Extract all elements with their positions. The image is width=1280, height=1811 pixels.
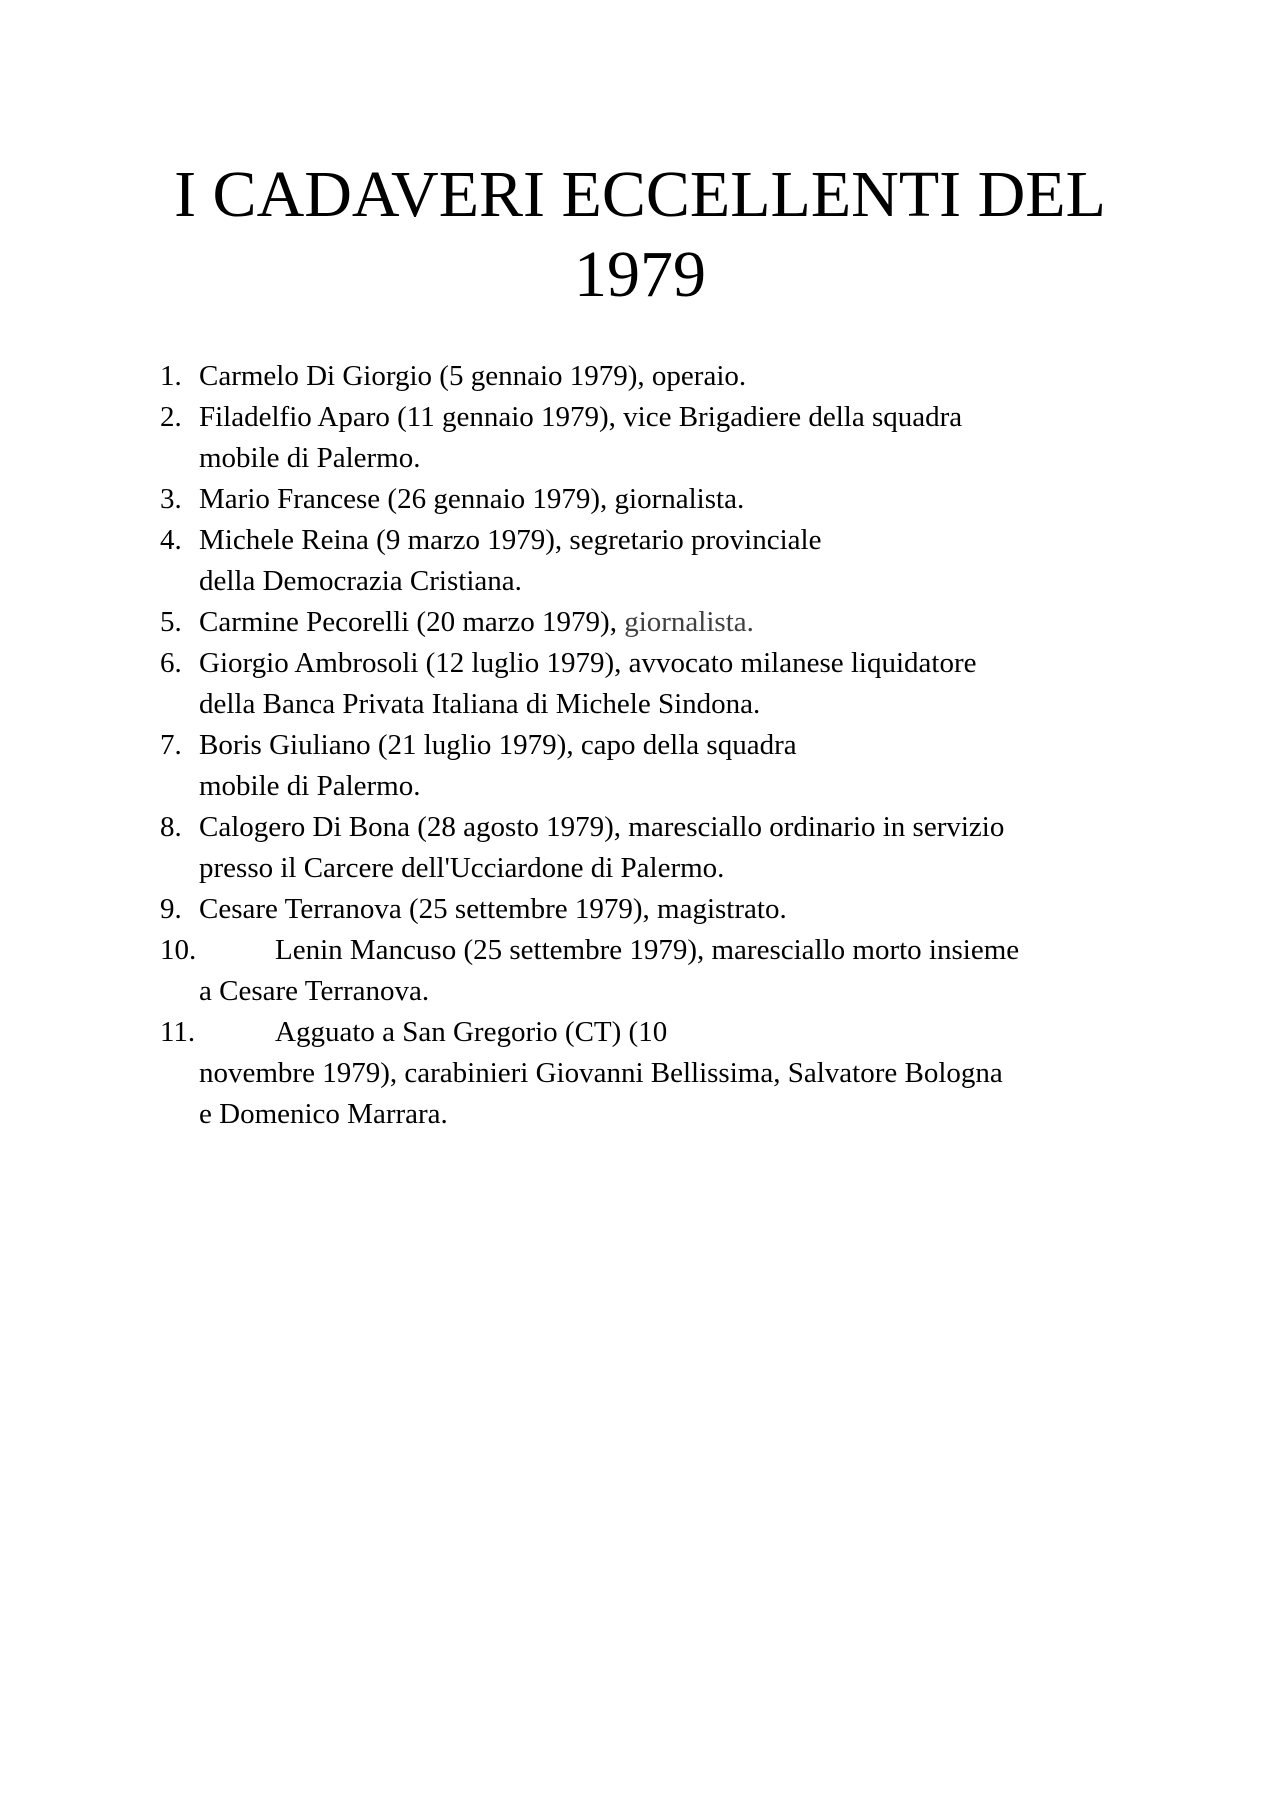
item-line [199, 602, 1160, 643]
document-title [140, 155, 1140, 315]
item-number: 6. [160, 647, 182, 679]
victims-list [160, 356, 1160, 1135]
item-line: Lenin Mancuso (25 settembre 1979), maresciallo morto insieme [275, 934, 1020, 966]
item-line: Mario Francese (26 gennaio 1979), giornalista. [199, 483, 745, 515]
list-item [160, 1012, 1160, 1135]
item-line: Cesare Terranova (25 settembre 1979), magistrato. [199, 893, 787, 925]
item-line: della Democrazia Cristiana. [199, 565, 522, 597]
item-line-grey: giornalista. [624, 606, 754, 638]
item-number: 10. [160, 934, 197, 966]
item-line: Calogero Di Bona (28 agosto 1979), maresciallo ordinario in servizio [199, 811, 1005, 843]
list-item [160, 479, 1160, 520]
item-line: presso il Carcere dell'Ucciardone di Palermo. [199, 852, 725, 884]
list-item [160, 520, 1160, 602]
item-number: 9. [160, 893, 182, 925]
list-item [160, 807, 1160, 889]
title-line-2: 1979 [574, 238, 706, 311]
list-item [160, 643, 1160, 725]
list-item [160, 930, 1160, 1012]
item-line: e Domenico Marrara. [199, 1098, 448, 1130]
item-line: mobile di Palermo. [199, 442, 421, 474]
item-line: Boris Giuliano (21 luglio 1979), capo della squadra [199, 729, 797, 761]
item-number: 8. [160, 811, 182, 843]
list-item [160, 397, 1160, 479]
title-line-1: I CADAVERI ECCELLENTI DEL [174, 158, 1106, 231]
list-item [160, 725, 1160, 807]
item-line: della Banca Privata Italiana di Michele Sindona. [199, 688, 761, 720]
item-number: 1. [160, 360, 182, 392]
list-item [160, 602, 1160, 643]
item-number: 2. [160, 401, 182, 433]
item-line: Filadelfio Aparo (11 gennaio 1979), vice Brigadiere della squadra [199, 401, 963, 433]
item-number: 7. [160, 729, 182, 761]
list-item [160, 889, 1160, 930]
item-number: 4. [160, 524, 182, 556]
item-number: 3. [160, 483, 182, 515]
item-line: Agguato a San Gregorio (CT) (10 [275, 1016, 668, 1048]
item-line: a Cesare Terranova. [199, 975, 430, 1007]
item-line: Giorgio Ambrosoli (12 luglio 1979), avvocato milanese liquidatore [199, 647, 977, 679]
item-line: Michele Reina (9 marzo 1979), segretario provinciale [199, 524, 822, 556]
item-number: 5. [160, 606, 182, 638]
item-number: 11. [160, 1016, 196, 1048]
list-item [160, 356, 1160, 397]
item-line: Carmelo Di Giorgio (5 gennaio 1979), operaio. [199, 360, 747, 392]
item-line: novembre 1979), carabinieri Giovanni Bellissima, Salvatore Bologna [199, 1057, 1003, 1089]
item-line-prefix: Carmine Pecorelli (20 marzo 1979), [199, 606, 625, 638]
item-line: mobile di Palermo. [199, 770, 421, 802]
